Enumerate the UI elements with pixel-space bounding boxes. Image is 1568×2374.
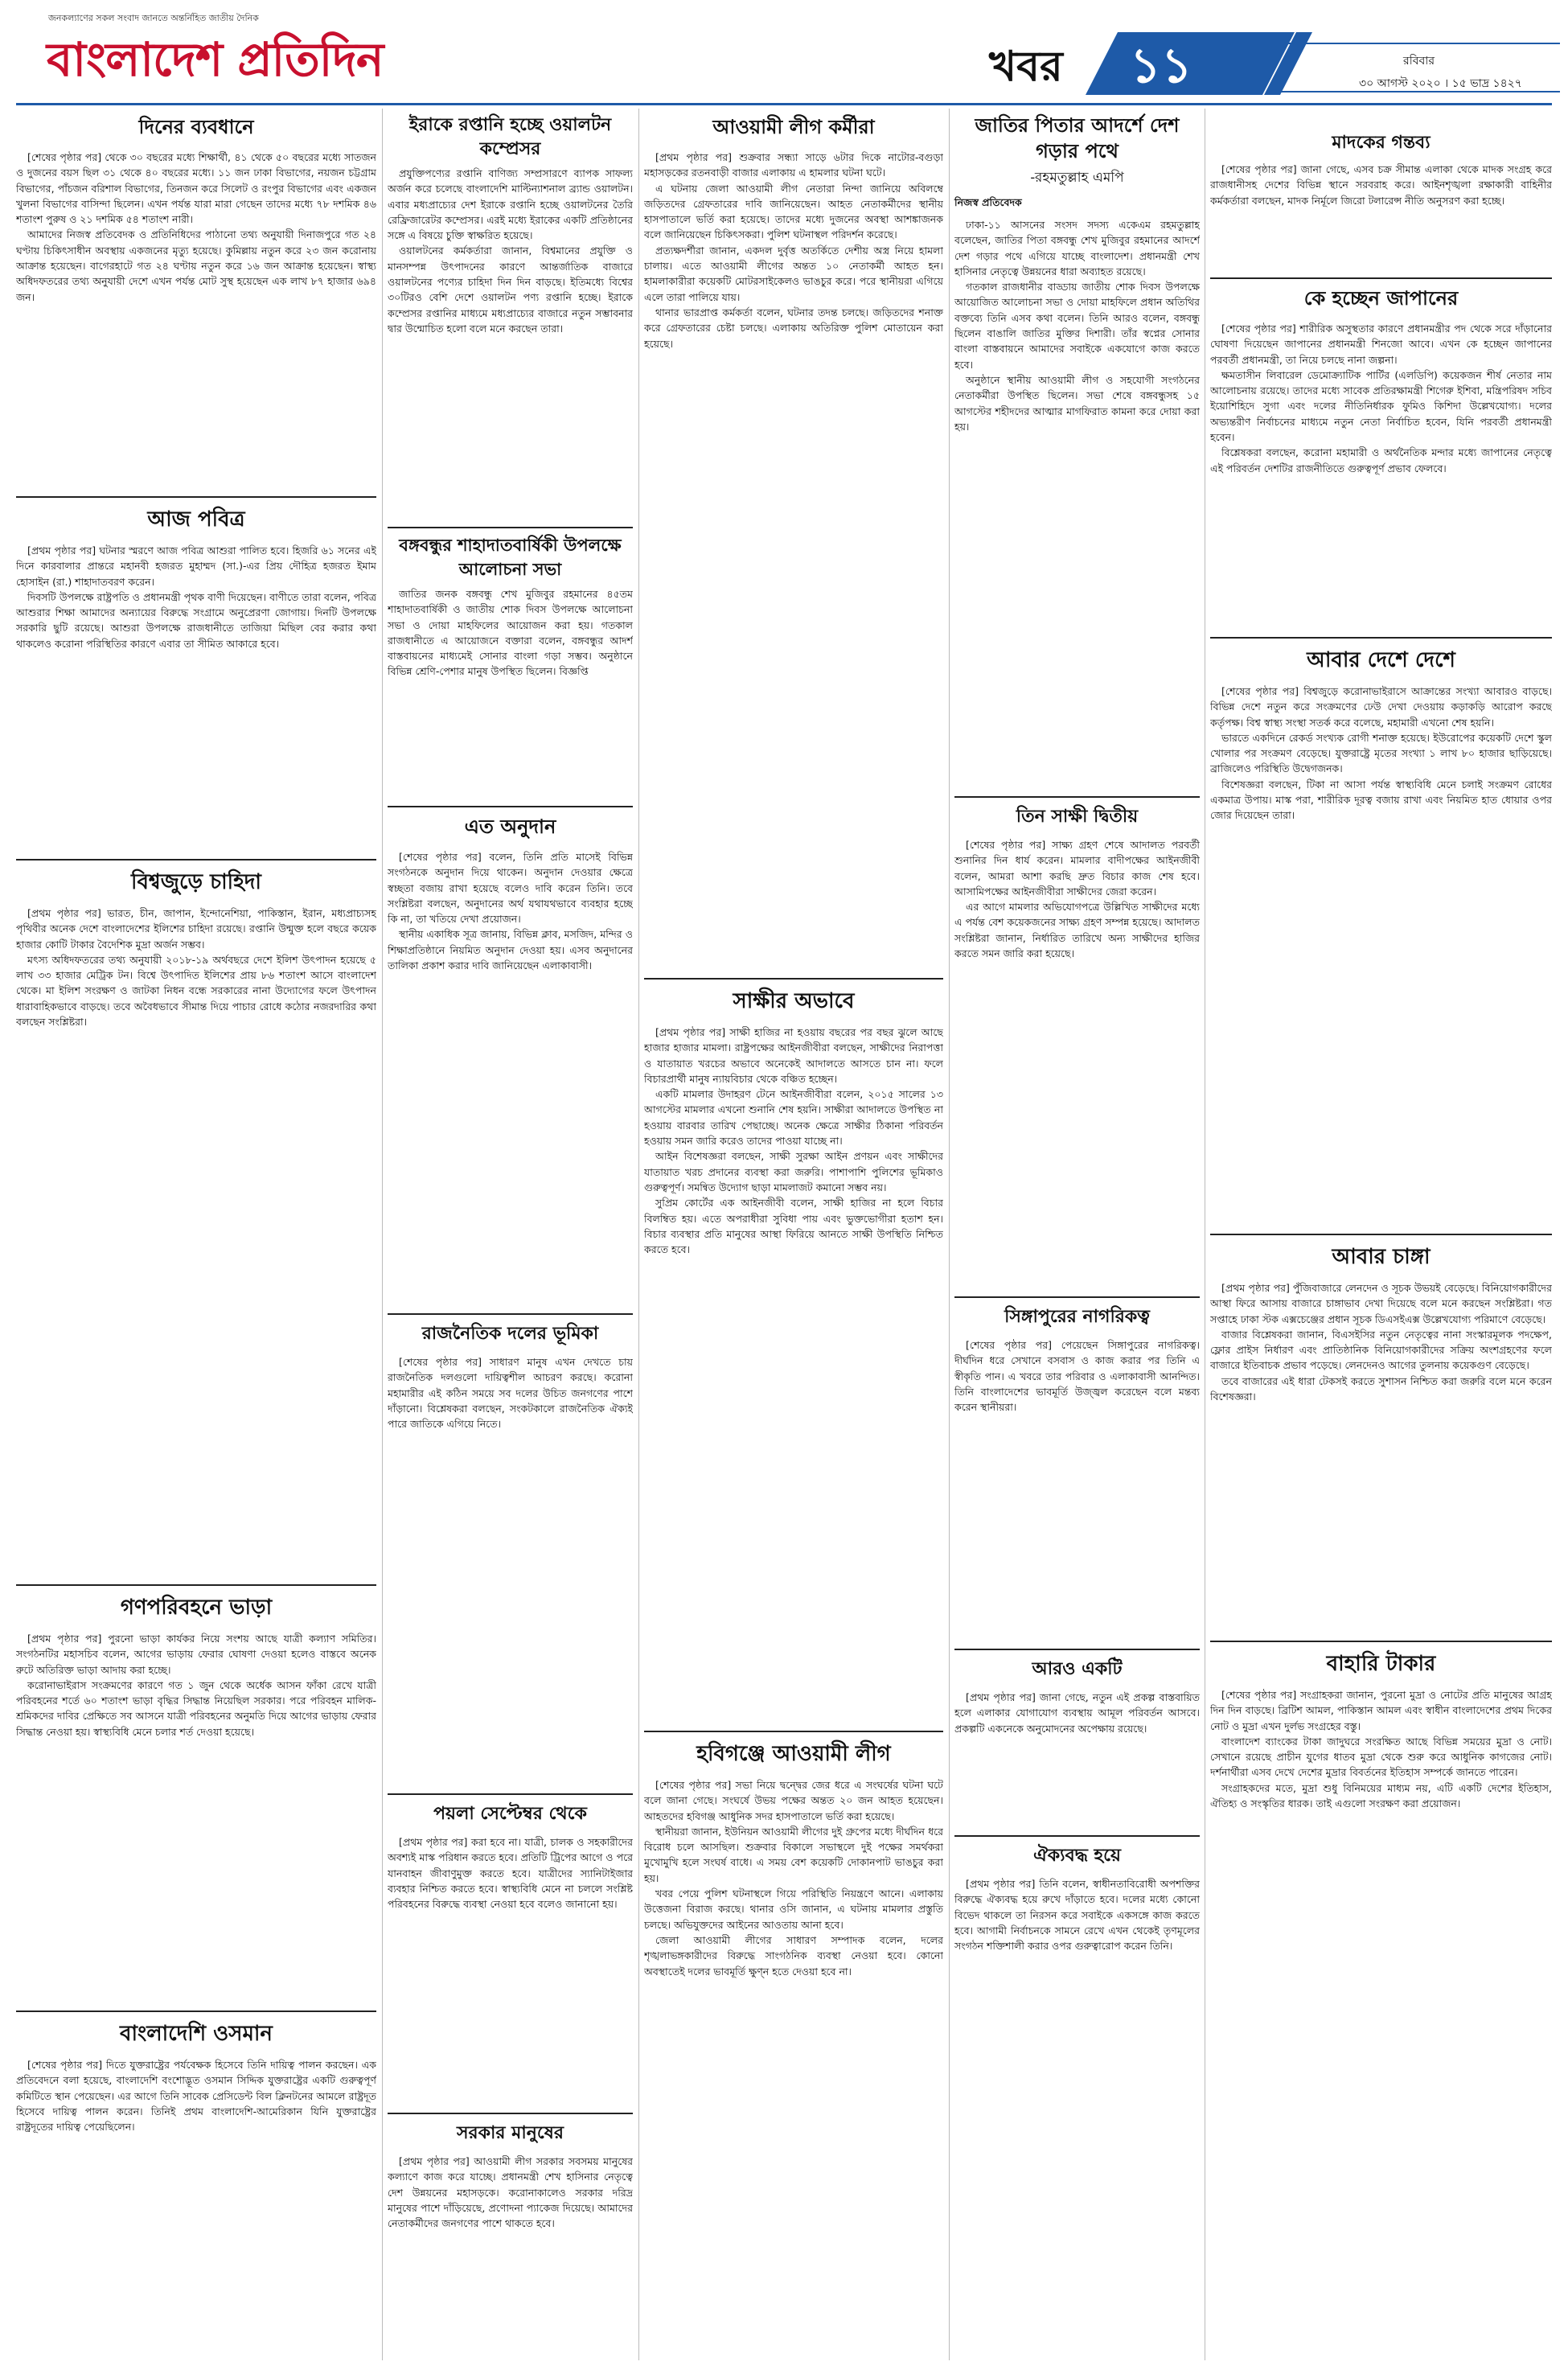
article-paragraph: আমাদের নিজস্ব প্রতিবেদক ও প্রতিনিধিদের পাঠানো তথ্য অনুযায়ী দিনাজপুরে গত ২৪ ঘণ্টায় চিকিৎসাধীন অবস্থায় একজনের মৃত্যু হয়েছে। কুমিল্লায় নতুন করে ২৩ জন করোনায় আক্রান্ত হয়েছেন। বাগেরহাটে গত ২৪ ঘণ্টায় নতুন করে ১৬ জন আক্রান্ত হয়েছেন। স্বাস্থ্য অধিদফতরের তথ্য অনুযায়ী দেশে এখন পর্যন্ত মোট সুস্থ হয়েছেন এক লাখ ৮৭ হাজার ৬৯৪ জন।	[16, 228, 376, 303]
article-headline: আবার চাঙ্গা	[1332, 1245, 1430, 1269]
article-body	[16, 906, 376, 1585]
article-headline: কে হচ্ছেন জাপানের	[1303, 286, 1459, 310]
article-paragraph: বাংলাদেশ ব্যাংকের টাকা জাদুঘরে সংরক্ষিত আছে বিভিন্ন সময়ের মুদ্রা ও নোট। সেখানে রয়েছে প্রাচীন যুগের ধাতব মুদ্রা থেকে শুরু করে আধুনিক কাগজের নোট। দর্শনার্থীরা এসব দেখে দেশের মুদ্রার বিবর্তনের ইতিহাস সম্পর্কে জানতে পারেন।	[1210, 1735, 1552, 1779]
article-paragraph: আইন বিশেষজ্ঞরা বলছেন, সাক্ষী সুরক্ষা আইন প্রণয়ন এবং সাক্ষীদের যাতায়াত খরচ প্রদানের ব্যবস্থা করা জরুরি। পাশাপাশি পুলিশের ভূমিকাও গুরুত্বপূর্ণ। সমন্বিত উদ্যোগ ছাড়া মামলাজট কমানো সম্ভব নয়।	[644, 1150, 943, 1193]
column-divider	[638, 109, 639, 2360]
article-dinera-bybodhane[interactable]	[16, 113, 376, 491]
article-eto-onudan[interactable]	[388, 806, 633, 1310]
article-paragraph: [প্রথম পৃষ্ঠার পর] শুক্রবার সন্ধ্যা সাড়ে ৬টার দিকে নাটোর-বগুড়া মহাসড়কের রতনবাড়ী বাজার এলাকায় এ হামলার ঘটনা ঘটে।	[644, 151, 943, 179]
article-paragraph: [প্রথম পৃষ্ঠার পর] জানা গেছে, নতুন এই প্রকল্প বাস্তবায়িত হলে এলাকার যোগাযোগ ব্যবস্থায় আমূল পরিবর্তন আসবে। প্রকল্পটি একনেকে অনুমোদনের অপেক্ষায় রয়েছে।	[954, 1691, 1200, 1735]
article-paragraph: স্থানীয় একাধিক সূত্র জানায়, বিভিন্ন ক্লাব, মসজিদ, মন্দির ও শিক্ষাপ্রতিষ্ঠানে নিয়মিত অনুদান দেওয়া হয়। এসব অনুদানের তালিকা প্রকাশ করার দাবি জানিয়েছেন এলাকাবাসী।	[388, 928, 633, 972]
article-paragraph: [শেষের পৃষ্ঠার পর] জানা গেছে, এসব চক্র সীমান্ত এলাকা থেকে মাদক সংগ্রহ করে রাজধানীসহ দেশের বিভিন্ন স্থানে সরবরাহ করে। আইনশৃঙ্খলা রক্ষাকারী বাহিনীর কর্মকর্তারা বলছেন, মাদক নির্মূলে জিরো টলারেন্স নীতি অনুসরণ করা হচ্ছে।	[1210, 163, 1552, 207]
article-body	[16, 1631, 376, 2013]
article-paragraph: সংগ্রাহকদের মতে, মুদ্রা শুধু বিনিময়ের মাধ্যম নয়, এটি একটি দেশের ইতিহাস, ঐতিহ্য ও সংস্কৃতির ধারক। তাই এগুলো সংরক্ষণ করা প্রয়োজন।	[1210, 1781, 1552, 1810]
article-paragraph: [প্রথম পৃষ্ঠার পর] পুঁজিবাজারে লেনদেন ও সূচক উভয়ই বেড়েছে। বিনিয়োগকারীদের আস্থা ফিরে আসায় বাজারে চাঙ্গাভাব দেখা দিয়েছে বলে মনে করছেন সংশ্লিষ্টরা। গত সপ্তাহে ঢাকা স্টক এক্সচেঞ্জের প্রধান সূচক ডিএসইএক্স উল্লেখযোগ্য পরিমাণে বেড়েছে।	[1210, 1282, 1552, 1325]
article-paragraph: বাজার বিশ্লেষকরা জানান, বিএসইসির নতুন নেতৃত্বের নানা সংস্কারমূলক পদক্ষেপ, ফ্লোর প্রাইস নির্ধারণ এবং প্রাতিষ্ঠানিক বিনিয়োগকারীদের সক্রিয় অংশগ্রহণের ফলে বাজারে ইতিবাচক প্রভাব পড়েছে। লেনদেনও আগের তুলনায় কয়েকগুণ বেড়েছে।	[1210, 1328, 1552, 1372]
article-sakkhir-obhabe[interactable]	[644, 978, 943, 1727]
article-body	[388, 586, 633, 799]
article-headline: বাংলাদেশি ওসমান	[120, 2022, 273, 2046]
column-divider	[382, 109, 383, 2360]
article-body	[1210, 684, 1552, 1234]
article-body	[388, 166, 633, 520]
article-bishwajure-chahida[interactable]	[16, 859, 376, 1580]
article-paragraph: [প্রথম পৃষ্ঠার পর] আওয়ামী লীগ সরকার সবসময় মানুষের কল্যাণে কাজ করে যাচ্ছে। প্রধানমন্ত্রী শেখ হাসিনার নেতৃত্বে দেশ উন্নয়নের মহাসড়কে। করোনাকালেও সরকার দরিদ্র মানুষের পাশে দাঁড়িয়েছে, প্রণোদনা প্যাকেজ দিয়েছে। আমাদের নেতাকর্মীদের জনগণের পাশে থাকতে হবে।	[388, 2155, 633, 2230]
article-walton-iraq[interactable]	[388, 113, 633, 523]
article-gonoporibohone-bhara[interactable]	[16, 1584, 376, 2008]
article-paragraph: এ ঘটনায় জেলা আওয়ামী লীগ নেতারা নিন্দা জানিয়ে অবিলম্বে জড়িতদের গ্রেফতারের দাবি জানিয়েছেন। আহত নেতাকর্মীদের স্থানীয় হাসপাতালে ভর্তি করা হয়েছে। তাদের মধ্যে দুজনের অবস্থা আশঙ্কাজনক বলে জানিয়েছেন চিকিৎসকরা। পুলিশ ঘটনাস্থল পরিদর্শন করেছে।	[644, 182, 943, 241]
article-bangabandhu-alochona[interactable]	[388, 527, 633, 802]
article-body	[644, 1025, 943, 1732]
article-paragraph: [শেষের পৃষ্ঠার পর] দিতে যুক্তরাষ্ট্রের পর্যবেক্ষক হিসেবে তিনি দায়িত্ব পালন করছেন। এক প্রতিবেদনে বলা হয়েছে, বাংলাদেশি বংশোদ্ভূত ওসমান সিদ্দিক যুক্তরাষ্ট্রের একটি গুরুত্বপূর্ণ কমিটিতে স্থান পেয়েছেন। এর আগে তিনি সাবেক প্রেসিডেন্ট বিল ক্লিনটনের আমলে রাষ্ট্রদূত হিসেবে দায়িত্ব পালন করেন। তিনিই প্রথম বাংলাদেশি-আমেরিকান যিনি যুক্তরাষ্ট্রের রাষ্ট্রদূতের দায়িত্ব পেয়েছিলেন।	[16, 2059, 376, 2134]
article-paragraph: একটি মামলার উদাহরণ টেনে আইনজীবীরা বলেন, ২০১৫ সালের ১৩ আগস্টের মামলার এখনো শুনানি শেষ হয়নি। সাক্ষীরা আদালতে উপস্থিত না হওয়ায় বারবার তারিখ পেছাচ্ছে। অনেক ক্ষেত্রে সাক্ষীর ঠিকানা পরিবর্তন হওয়ায় সমন জারি করেও তাদের পাওয়া যাচ্ছে না।	[644, 1088, 943, 1148]
masthead-tagline: জনকল্যাণের সকল সংবাদ জানতে অন্তর্নিহিত জাতীয় দৈনিক	[48, 13, 259, 23]
article-paragraph: ঢাকা-১১ আসনের সংসদ সদস্য একেএম রহমতুল্লাহ বলেছেন, জাতির পিতা বঙ্গবন্ধু শেখ মুজিবুর রহমানের আদর্শে দেশ গড়ার পথে এগিয়ে যাচ্ছে বাংলাদেশ। প্রধানমন্ত্রী শেখ হাসিনার নেতৃত্বে উন্নয়নের ধারা অব্যাহত রয়েছে।	[954, 219, 1200, 277]
article-paragraph: [শেষের পৃষ্ঠার পর] সাক্ষ্য গ্রহণ শেষে আদালত পরবর্তী শুনানির দিন ধার্য করেন। মামলার বাদীপক্ষের আইনজীবী বলেন, আমরা আশা করছি দ্রুত বিচার কাজ শেষ হবে। আসামিপক্ষের আইনজীবীরা সাক্ষীদের জেরা করেন।	[954, 839, 1200, 897]
article-paragraph: জেলা আওয়ামী লীগের সাধারণ সম্পাদক বলেন, দলের শৃঙ্খলাভঙ্গকারীদের বিরুদ্ধে সাংগঠনিক ব্যবস্থা নেওয়া হবে। কোনো অবস্থাতেই দলের ভাবমূর্তি ক্ষুণ্ন হতে দেওয়া হবে না।	[644, 1933, 943, 1978]
article-body	[954, 1337, 1200, 1643]
article-byline: -রহমতুল্লাহ এমপি	[1030, 170, 1124, 186]
masthead-rule	[16, 103, 1552, 105]
article-paragraph: স্থানীয়রা জানান, ইউনিয়ন আওয়ামী লীগের দুই গ্রুপের মধ্যে দীর্ঘদিন ধরে বিরোধ চলে আসছিল। শুক্রবার বিকালে সভাস্থলে দুই পক্ষের সমর্থকরা মুখোমুখি হলে সংঘর্ষ বাধে। এ সময় বেশ কয়েকটি দোকানপাট ভাঙচুর করা হয়।	[644, 1825, 943, 1884]
article-headline: ইরাকে রপ্তানি হচ্ছে ওয়ালটন কম্প্রেসর	[408, 114, 612, 159]
article-headline: আওয়ামী লীগ কর্মীরা	[712, 115, 875, 138]
article-headline: বাহারি টাকার	[1326, 1652, 1436, 1676]
article-sarkar-manusher[interactable]	[388, 2113, 633, 2360]
article-paragraph: সুপ্রিম কোর্টের এক আইনজীবী বলেন, সাক্ষী হাজির না হলে বিচার বিলম্বিত হয়। এতে অপরাধীরা সুবিধা পায় এবং ভুক্তভোগীরা হতাশ হন। বিচার ব্যবস্থার প্রতি মানুষের আস্থা ফিরিয়ে আনতে সাক্ষী উপস্থিতি নিশ্চিত করতে হবে।	[644, 1197, 943, 1256]
article-body	[954, 837, 1200, 1292]
article-headline: সিঙ্গাপুরের নাগরিকত্ব	[1004, 1306, 1150, 1327]
article-paragraph: [শেষের পৃষ্ঠার পর] পেয়েছেন সিঙ্গাপুরের নাগরিকত্ব। দীর্ঘদিন ধরে সেখানে বসবাস ও কাজ করার পর তিনি এ স্বীকৃতি পান। এ খবরে তার পরিবার ও এলাকাবাসী আনন্দিত। তিনি বাংলাদেশের ভাবমূর্তি উজ্জ্বল করেছেন বলে মন্তব্য করেন স্থানীয়রা।	[954, 1339, 1200, 1414]
article-paragraph: [শেষের পৃষ্ঠার পর] সাধারণ মানুষ এখন দেখতে চায় রাজনৈতিক দলগুলো দায়িত্বশীল আচরণ করছে। করোনা মহামারীর এই কঠিন সময়ে সব দলের উচিত জনগণের পাশে দাঁড়ানো। বিশ্লেষকরা বলছেন, সংকটকালে রাজনৈতিক ঐক্যই পারে জাতিকে এগিয়ে নিতে।	[388, 1356, 633, 1431]
article-paragraph: [শেষের পৃষ্ঠার পর] শারীরিক অসুস্থতার কারণে প্রধানমন্ত্রীর পদ থেকে সরে দাঁড়ানোর ঘোষণা দিয়েছেন জাপানের প্রধানমন্ত্রী শিনজো আবে। এখন কে হচ্ছেন জাপানের পরবর্তী প্রধানমন্ত্রী, তা নিয়ে চলছে নানা জল্পনা।	[1210, 322, 1552, 366]
article-headline: আবার দেশে দেশে	[1307, 648, 1455, 672]
section-label: খবর	[989, 42, 1063, 91]
article-paragraph: ভারতে একদিনে রেকর্ড সংখ্যক রোগী শনাক্ত হয়েছে। ইউরোপের কয়েকটি দেশে স্কুল খোলার পর সংক্রমণ বেড়েছে। যুক্তরাষ্ট্রে মৃতের সংখ্যা ১ লাখ ৮০ হাজার ছাড়িয়েছে। ব্রাজিলেও পরিস্থিতি উদ্বেগজনক।	[1210, 731, 1552, 775]
article-paragraph: [শেষের পৃষ্ঠার পর] সভা নিয়ে দ্বন্দ্বের জের ধরে এ সংঘর্ষের ঘটনা ঘটে বলে জানা গেছে। সংঘর্ষে উভয় পক্ষের অন্তত ২০ জন আহত হয়েছেন। আহতদের হবিগঞ্জ আধুনিক সদর হাসপাতালে ভর্তি করা হয়েছে।	[644, 1779, 943, 1822]
article-paragraph: [প্রথম পৃষ্ঠার পর] করা হবে না। যাত্রী, চালক ও সহকারীদের অবশ্যই মাস্ক পরিধান করতে হবে। প্রতিটি ট্রিপের আগে ও পরে যানবাহন জীবাণুমুক্ত করতে হবে। যাত্রীদের স্যানিটাইজার ব্যবহার নিশ্চিত করতে হবে। স্বাস্থ্যবিধি মেনে না চললে সংশ্লিষ্ট পরিবহনের বিরুদ্ধে ব্যবস্থা নেওয়া হবে বলেও জানানো হয়।	[388, 1836, 633, 1911]
article-body	[388, 1834, 633, 2108]
article-rajnoitik-doler-bhumika[interactable]	[388, 1313, 633, 1789]
newspaper-logo[interactable]: বাংলাদেশ প্রতিদিন	[47, 32, 384, 87]
column-divider	[949, 109, 950, 2360]
article-tin-sakkhi[interactable]	[954, 796, 1200, 1292]
article-paragraph: খবর পেয়ে পুলিশ ঘটনাস্থলে গিয়ে পরিস্থিতি নিয়ন্ত্রণে আনে। এলাকায় উত্তেজনা বিরাজ করছে। থানার ওসি জানান, এ ঘটনায় মামলার প্রস্তুতি চলছে। অভিযুক্তদের আইনের আওতায় আনা হবে।	[644, 1887, 943, 1931]
article-body	[1210, 1280, 1552, 1642]
article-madoker-gontobbo[interactable]	[1210, 129, 1552, 273]
article-headline: আজ পবিত্র	[147, 507, 245, 532]
article-headline: এত অনুদান	[464, 815, 556, 838]
article-paragraph: গতকাল রাজধানীর বাড্ডায় জাতীয় শোক দিবস উপলক্ষে আয়োজিত আলোচনা সভা ও দোয়া মাহফিলে প্রধান অতিথির বক্তব্যে তিনি এসব কথা বলেন। তিনি আরও বলেন, বঙ্গবন্ধু ছিলেন বাঙালি জাতির মুক্তির দিশারী। তাঁর স্বপ্নের সোনার বাংলা বাস্তবায়নে আমাদের সবাইকে একযোগে কাজ করতে হবে।	[954, 281, 1200, 371]
article-paragraph: [প্রথম পৃষ্ঠার পর] ঘটনার স্মরণে আজ পবিত্র আশুরা পালিত হবে। হিজরি ৬১ সনের এই দিনে কারবালার প্রান্তরে মহানবী হজরত মুহাম্মদ (সা.)-এর প্রিয় দৌহিত্র হজরত ইমাম হোসাইন (রা.) শাহাদাতবরণ করেন।	[16, 544, 376, 588]
article-headline: মাদকের গন্তব্য	[1332, 132, 1430, 153]
article-headline: দিনের ব্যবধানে	[138, 115, 254, 138]
issue-date: ৩০ আগস্ট ২০২০ । ১৫ ভাদ্র ১৪২৭	[1359, 77, 1522, 90]
article-paragraph: জাতির জনক বঙ্গবন্ধু শেখ মুজিবুর রহমানের ৪৫তম শাহাদাতবার্ষিকী ও জাতীয় শোক দিবস উপলক্ষে আলোচনা সভা ও দোয়া মাহফিলের আয়োজন করা হয়। গতকাল রাজধানীতে এ আয়োজনে বক্তারা বলেন, বঙ্গবন্ধুর আদর্শ বাস্তবায়নের মাধ্যমেই সোনার বাংলা গড়া সম্ভব। অনুষ্ঠানে বিভিন্ন শ্রেণি-পেশার মানুষ উপস্থিত ছিলেন। বিজ্ঞপ্তি	[388, 588, 633, 678]
article-paragraph: ওয়ালটনের কর্মকর্তারা জানান, বিশ্বমানের প্রযুক্তি ও মানসম্পন্ন উৎপাদনের কারণে আন্তর্জাতিক বাজারে ওয়ালটনের পণ্যের চাহিদা দিন দিন বাড়ছে। ইতিমধ্যে বিশ্বের ৩০টিরও বেশি দেশে ওয়ালটন পণ্য রপ্তানি হচ্ছে। ইরাকে কম্প্রেসর রপ্তানির মাধ্যমে মধ্যপ্রাচ্যের বাজারে নতুন সম্ভাবনার দ্বার উন্মোচিত হলো বলে মনে করছেন তারা।	[388, 244, 633, 335]
article-paragraph: [প্রথম পৃষ্ঠার পর] তিনি বলেন, স্বাধীনতাবিরোধী অপশক্তির বিরুদ্ধে ঐক্যবদ্ধ হয়ে রুখে দাঁড়াতে হবে। দলের মধ্যে কোনো বিভেদ থাকলে তা নিরসন করে সবাইকে একসঙ্গে কাজ করতে হবে। আগামী নির্বাচনকে সামনে রেখে এখন থেকেই তৃণমূলের সংগঠন শক্তিশালী করার ওপর গুরুত্বারোপ করেন তিনি।	[954, 1878, 1200, 1953]
article-paragraph: মৎস্য অধিদফতরের তথ্য অনুযায়ী ২০১৮-১৯ অর্থবছরে দেশে ইলিশ উৎপাদন হয়েছে ৫ লাখ ৩৩ হাজার মেট্রিক টন। বিশ্বে উৎপাদিত ইলিশের প্রায় ৮৬ শতাংশ আসে বাংলাদেশ থেকে। মা ইলিশ সংরক্ষণ ও জাটকা নিধন বন্ধে সরকারের নানা উদ্যোগের ফলে উৎপাদন ধারাবাহিকভাবে বাড়ছে। তবে অবৈধভাবে সীমান্ত দিয়ে পাচার রোধে কঠোর নজরদারির কথা বলছেন সংশ্লিষ্টরা।	[16, 953, 376, 1029]
article-body	[644, 1777, 943, 2364]
article-headline: পয়লা সেপ্টেম্বর থেকে	[433, 1803, 587, 1824]
article-headline: জাতির পিতার আদর্শে দেশ গড়ার পথে	[975, 113, 1180, 162]
page-number: ১১	[1130, 38, 1192, 94]
article-bahari-takar[interactable]	[1210, 1641, 1552, 2360]
article-headline: বিশ্বজুড়ে চাহিদা	[131, 870, 261, 894]
article-ke-hocchen-japaner[interactable]	[1210, 277, 1552, 633]
article-paragraph: অনুষ্ঠানে স্থানীয় আওয়ামী লীগ ও সহযোগী সংগঠনের নেতাকর্মীরা উপস্থিত ছিলেন। সভা শেষে বঙ্গবন্ধুসহ ১৫ আগস্টের শহীদদের আত্মার মাগফিরাত কামনা করে দোয়া করা হয়।	[954, 373, 1200, 433]
article-paragraph: বিশ্লেষকরা বলছেন, করোনা মহামারী ও অর্থনৈতিক মন্দার মধ্যে জাপানের নেতৃত্বে এই পরিবর্তন দেশটির রাজনীতিতে গুরুত্বপূর্ণ প্রভাব ফেলবে।	[1210, 446, 1552, 474]
article-paragraph: [প্রথম পৃষ্ঠার পর] পুরনো ভাড়া কার্যকর নিয়ে সংশয় আছে যাত্রী কল্যাণ সমিতির। সংগঠনটির মহাসচিব বলেন, আগের ভাড়ায় ফেরার ঘোষণা দেওয়া হলেও বাস্তবে অনেক রুটে অতিরিক্ত ভাড়া আদায় করা হচ্ছে।	[16, 1633, 376, 1676]
article-paragraph: [শেষের পৃষ্ঠার পর] থেকে ৩০ বছরের মধ্যে শিক্ষার্থী, ৪১ থেকে ৫০ বছরের মধ্যে সাতজন ও দুজনের বয়স ছিল ৩১ থেকে ৪০ বছরের মধ্যে। ১১ জন ঢাকা বিভাগের, নয়জন চট্টগ্রাম বিভাগের, পাঁচজন বরিশাল বিভাগের, তিনজন করে সিলেট ও রংপুর বিভাগের এবং একজন খুলনা বিভাগের বাসিন্দা ছিলেন। এখন পর্যন্ত যারা মারা গেছেন তাদের মধ্যে ৭৮ দশমিক ৪৬ শতাংশ পুরুষ ও ২১ দশমিক ৫৪ শতাংশ নারী।	[16, 151, 376, 226]
article-body	[644, 150, 943, 974]
article-jatir-pitar-adorshe[interactable]	[954, 113, 1200, 792]
article-aj-pobitro[interactable]	[16, 496, 376, 856]
masthead	[0, 0, 1568, 106]
article-paragraph: [শেষের পৃষ্ঠার পর] বিশ্বজুড়ে করোনাভাইরাসে আক্রান্তের সংখ্যা আবারও বাড়ছে। বিভিন্ন দেশে নতুন করে সংক্রমণের ঢেউ দেখা দেওয়ায় কড়াকড়ি আরোপ করছে কর্তৃপক্ষ। বিশ্ব স্বাস্থ্য সংস্থা সতর্ক করে বলেছে, মহামারী এখনো শেষ হয়নি।	[1210, 685, 1552, 729]
article-headline: হবিগঞ্জে আওয়ামী লীগ	[696, 1742, 891, 1766]
article-singapore-nagorikotto[interactable]	[954, 1296, 1200, 1644]
article-body	[16, 2057, 376, 2367]
article-paragraph: [প্রথম পৃষ্ঠার পর] ভারত, চীন, জাপান, ইন্দোনেশিয়া, পাকিস্তান, ইরান, মধ্যপ্রাচ্যসহ পৃথিবীর অনেক দেশে বাংলাদেশের ইলিশের চাহিদা রয়েছে। রপ্তানি উন্মুক্ত হলে বছরে কয়েক হাজার কোটি টাকার বৈদেশিক মুদ্রা অর্জন সম্ভব।	[16, 907, 376, 951]
article-habiganj-awami-league[interactable]	[644, 1731, 943, 2360]
article-aro-ekti[interactable]	[954, 1649, 1200, 1831]
article-headline: রাজনৈতিক দলের ভূমিকা	[421, 1323, 599, 1344]
article-body	[388, 1354, 633, 1789]
article-abar-deshe-deshe[interactable]	[1210, 637, 1552, 1230]
article-body	[16, 150, 376, 491]
article-headline: আরও একটি	[1032, 1658, 1123, 1679]
article-paragraph: দিবসটি উপলক্ষে রাষ্ট্রপতি ও প্রধানমন্ত্রী পৃথক বাণী দিয়েছেন। বাণীতে তারা বলেন, পবিত্র আশুরার শিক্ষা আমাদের অন্যায়ের বিরুদ্ধে সংগ্রামে অনুপ্রেরণা জোগায়। দিনটি উপলক্ষে সরকারি ছুটি রয়েছে। আশুরা উপলক্ষে রাজধানীতে তাজিয়া মিছিল বের করার কথা থাকলেও করোনা পরিস্থিতির কারণে এবার তা সীমিত আকারে হবে।	[16, 590, 376, 650]
article-headline: গণপরিবহনে ভাড়া	[120, 1596, 273, 1620]
article-paragraph: করোনাভাইরাস সংক্রমণের কারণে গত ১ জুন থেকে অর্ধেক আসন ফাঁকা রেখে যাত্রী পরিবহনের শর্তে ৬০ শতাংশ ভাড়া বৃদ্ধির সিদ্ধান্ত নিয়েছিল সরকার। পরে পরিবহন মালিক-শ্রমিকদের দাবির প্রেক্ষিতে সব আসনে যাত্রী পরিবহনের অনুমতি দিয়ে আগের ভাড়ায় ফেরার সিদ্ধান্ত নেওয়া হয়। স্বাস্থ্যবিধি মেনে চলার শর্ত দেওয়া হয়েছে।	[16, 1678, 376, 1738]
article-oikkobodho-hoye[interactable]	[954, 1835, 1200, 2360]
article-paragraph: বিশেষজ্ঞরা বলছেন, টিকা না আসা পর্যন্ত স্বাস্থ্যবিধি মেনে চলাই সংক্রমণ রোধের একমাত্র উপায়। মাস্ক পরা, শারীরিক দূরত্ব বজায় রাখা এবং নিয়মিত হাত ধোয়ার ওপর জোর দিয়েছেন তারা।	[1210, 778, 1552, 822]
article-paragraph: [শেষের পৃষ্ঠার পর] সংগ্রাহকরা জানান, পুরনো মুদ্রা ও নোটের প্রতি মানুষের আগ্রহ দিন দিন বাড়ছে। ব্রিটিশ আমল, পাকিস্তান আমল এবং স্বাধীন বাংলাদেশের প্রথম দিকের নোট ও মুদ্রা এখন দুর্লভ সংগ্রহের বস্তু।	[1210, 1689, 1552, 1732]
article-body	[1210, 321, 1552, 635]
article-headline: সরকার মানুষের	[457, 2122, 564, 2143]
article-abar-changa[interactable]	[1210, 1234, 1552, 1637]
article-body	[388, 849, 633, 1312]
article-headline: তিন সাক্ষী দ্বিতীয়	[1016, 806, 1139, 827]
article-body	[954, 217, 1200, 780]
article-body	[16, 543, 376, 860]
article-paragraph: [শেষের পৃষ্ঠার পর] বলেন, তিনি প্রতি মাসেই বিভিন্ন সংগঠনকে অনুদান দিয়ে থাকেন। অনুদান দেওয়ার ক্ষেত্রে স্বচ্ছতা বজায় রাখা হয়েছে বলেও দাবি করেন তিনি। তবে সংশ্লিষ্টরা বলছেন, অনুদানের অর্থ যথাযথভাবে ব্যবহার হচ্ছে কি না, তা খতিয়ে দেখা প্রয়োজন।	[388, 851, 633, 926]
article-awami-league-kormira[interactable]	[644, 113, 943, 973]
article-body	[388, 2154, 633, 2361]
article-paragraph: [প্রথম পৃষ্ঠার পর] সাক্ষী হাজির না হওয়ায় বছরের পর বছর ঝুলে আছে হাজার হাজার মামলা। রাষ্ট্রপক্ষের আইনজীবীরা বলছেন, সাক্ষীদের নিরাপত্তা ও যাতায়াত খরচের অভাবে অনেকেই আদালতে আসতে চান না। ফলে বিচারপ্রার্থী মানুষ ন্যায়বিচার থেকে বঞ্চিত হচ্ছেন।	[644, 1026, 943, 1085]
article-body	[954, 1876, 1200, 2359]
article-paragraph: তবে বাজারের এই ধারা টেকসই করতে সুশাসন নিশ্চিত করা জরুরি বলে মনে করেন বিশেষজ্ঞরা।	[1210, 1374, 1552, 1403]
article-paragraph: ক্ষমতাসীন লিবারেল ডেমোক্র্যাটিক পার্টির (এলডিপি) কয়েকজন শীর্ষ নেতার নাম আলোচনায় রয়েছে। তাদের মধ্যে সাবেক প্রতিরক্ষামন্ত্রী শিগেরু ইশিবা, মন্ত্রিপরিষদ সচিব ইয়োশিহিদে সুগা এবং দলের নীতিনির্ধারক ফুমিও কিশিদা উল্লেখযোগ্য। দলের অভ্যন্তরীণ নির্বাচনের মাধ্যমে নতুন নেতা নির্বাচিত হবেন, যিনি পরবর্তী প্রধানমন্ত্রী হবেন।	[1210, 368, 1552, 444]
article-headline: বঙ্গবন্ধুর শাহাদাতবার্ষিকী উপলক্ষে আলোচনা সভা	[399, 535, 622, 579]
article-paragraph: প্রযুক্তিপণ্যের রপ্তানি বাণিজ্য সম্প্রসারণে ব্যাপক সাফল্য অর্জন করে চলেছে বাংলাদেশি মাল্টিন্যাশনাল ব্র্যান্ড ওয়ালটন। এবার মধ্যপ্রাচ্যের দেশ ইরাকে রপ্তানি হচ্ছে ওয়ালটনের তৈরি রেফ্রিজারেটর কম্প্রেসর। এরই মধ্যে ইরাকের একটি প্রতিষ্ঠানের সঙ্গে এ বিষয়ে চুক্তি স্বাক্ষরিত হয়েছে।	[388, 167, 633, 242]
article-headline: ঐক্যবদ্ধ হয়ে	[1033, 1845, 1121, 1866]
article-headline: সাক্ষীর অভাবে	[733, 989, 855, 1013]
article-reporter: নিজস্ব প্রতিবেদক	[954, 196, 1022, 208]
issue-day: রবিবার	[1403, 55, 1435, 68]
article-poyla-september[interactable]	[388, 1793, 633, 2109]
article-paragraph: এর আগে মামলার অভিযোগপত্রে উল্লিখিত সাক্ষীদের মধ্যে এ পর্যন্ত বেশ কয়েকজনের সাক্ষ্য গ্রহণ সম্পন্ন হয়েছে। আদালত সংশ্লিষ্টরা জানান, নির্ধারিত তারিখে অন্য সাক্ষীদের হাজির করতে সমন জারি করা হয়েছে।	[954, 901, 1200, 960]
article-bangladeshi-osman[interactable]	[16, 2011, 376, 2360]
article-body	[954, 1690, 1200, 1833]
article-body	[1210, 162, 1552, 278]
article-paragraph: প্রত্যক্ষদর্শীরা জানান, একদল দুর্বৃত্ত অতর্কিতে দেশীয় অস্ত্র নিয়ে হামলা চালায়। এতে আওয়ামী লীগের অন্তত ১০ নেতাকর্মী আহত হন। হামলাকারীরা কয়েকটি মোটরসাইকেলও ভাঙচুর করে। পরে স্থানীয়রা এগিয়ে এলে তারা পালিয়ে যায়।	[644, 244, 943, 303]
article-body	[1210, 1687, 1552, 2364]
article-paragraph: থানার ভারপ্রাপ্ত কর্মকর্তা বলেন, ঘটনার তদন্ত চলছে। জড়িতদের শনাক্ত করে গ্রেফতারের চেষ্টা চলছে। এলাকায় অতিরিক্ত পুলিশ মোতায়েন করা হয়েছে।	[644, 306, 943, 350]
